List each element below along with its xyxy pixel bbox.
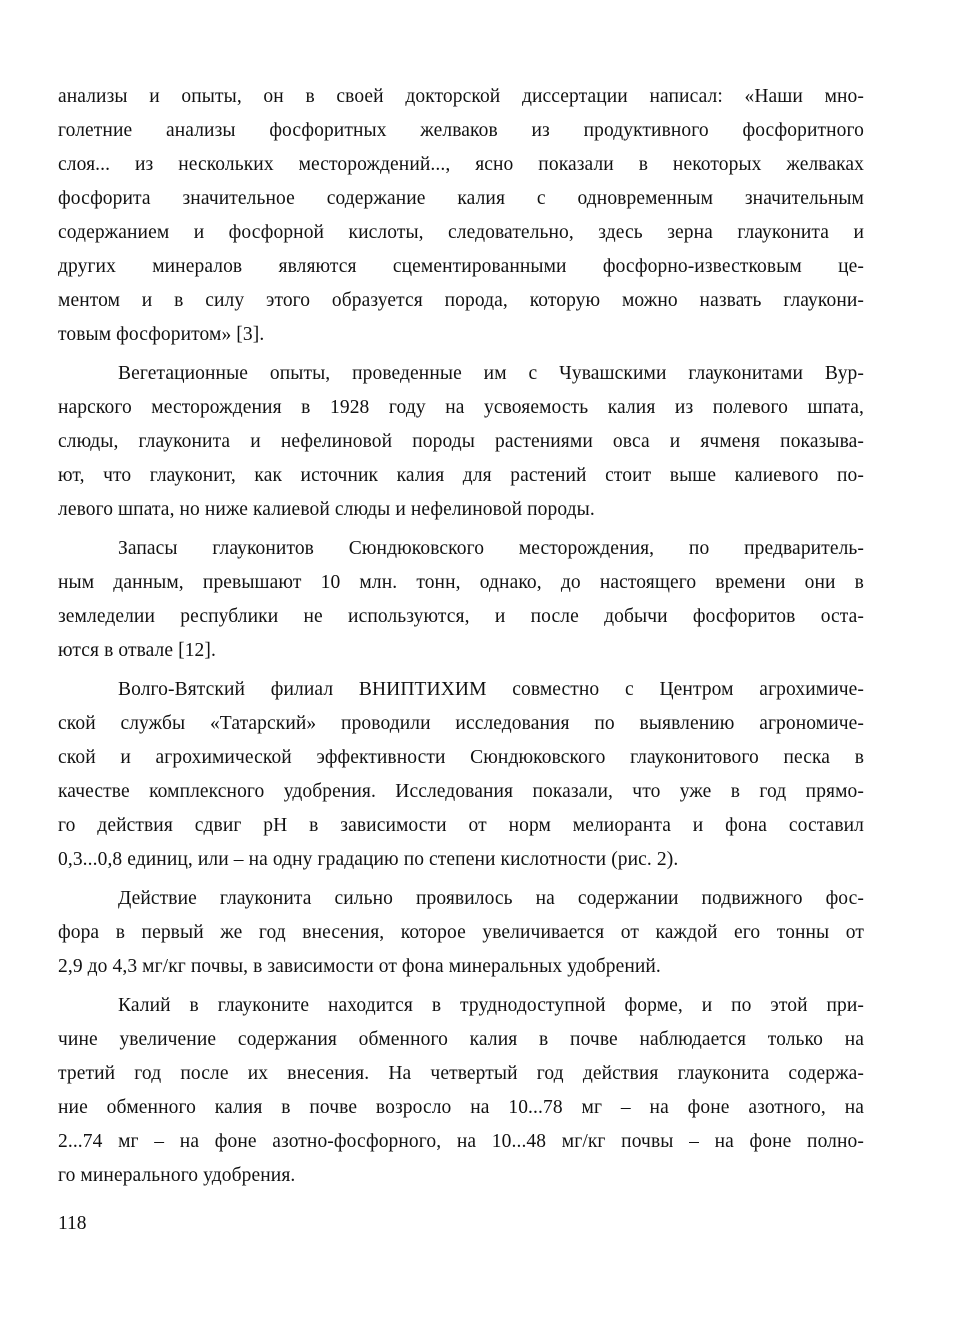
text-line: фосфорита значительное содержание калия с одновременным значительным <box>58 188 864 209</box>
paragraph-5 <box>58 882 864 984</box>
text-line: товым фосфоритом» [3]. <box>58 324 265 345</box>
text-line: Вегетационные опыты, проведенные им с Чувашскими глауконитами Вур- <box>118 363 864 384</box>
page-body <box>58 80 864 1193</box>
text-line: ют, что глауконит, как источник калия для растений стоит выше калиевого по- <box>58 465 864 486</box>
text-line: фора в первый же год внесения, которое увеличивается от каждой его тонны от <box>58 922 864 943</box>
text-line: слюды, глауконита и нефелиновой породы растениями овса и ячменя показыва- <box>58 431 864 452</box>
paragraph-2 <box>58 357 864 527</box>
text-line: содержанием и фосфорной кислоты, следовательно, здесь зерна глауконита и <box>58 222 864 243</box>
text-line: 0,3...0,8 единиц, или – на одну градацию по степени кислотности (рис. 2). <box>58 849 679 870</box>
text-line: ние обменного калия в почве возросло на 10...78 мг – на фоне азотного, на <box>58 1097 864 1118</box>
text-line: ской службы «Татарский» проводили исследования по выявлению агрономиче- <box>58 713 864 734</box>
text-line: ской и агрохимической эффективности Сюндюковского глауконитового песка в <box>58 747 864 768</box>
text-line: 2...74 мг – на фоне азотно-фосфорного, на 10...48 мг/кг почвы – на фоне полно- <box>58 1131 864 1152</box>
paragraph-4 <box>58 673 864 877</box>
text-line: других минералов являются сцементированными фосфорно-известковым це- <box>58 256 864 277</box>
text-line: нарского месторождения в 1928 году на усвояемость калия из полевого шпата, <box>58 397 864 418</box>
text-line: ментом и в силу этого образуется порода, которую можно назвать глаукони- <box>58 290 864 311</box>
text-line: Запасы глауконитов Сюндюковского месторождения, по предваритель- <box>118 538 864 559</box>
text-line: го действия сдвиг pH в зависимости от норм мелиоранта и фона составил <box>58 815 864 836</box>
text-line: го минерального удобрения. <box>58 1165 296 1186</box>
text-line: анализы и опыты, он в своей докторской диссертации написал: «Наши мно- <box>58 86 864 107</box>
paragraph-3 <box>58 532 864 668</box>
text-line: голетние анализы фосфоритных желваков из продуктивного фосфоритного <box>58 120 864 141</box>
text-line: земледелии республики не используются, и после добычи фосфоритов оста- <box>58 606 864 627</box>
text-line: слоя... из нескольких месторождений..., ясно показали в некоторых желваках <box>58 154 864 175</box>
page-number: 118 <box>58 1213 87 1234</box>
text-line: третий год после их внесения. На четвертый год действия глауконита содержа- <box>58 1063 864 1084</box>
text-line: Действие глауконита сильно проявилось на содержании подвижного фос- <box>118 888 864 909</box>
paragraph-1 <box>58 80 864 352</box>
text-line: 2,9 до 4,3 мг/кг почвы, в зависимости от фона минеральных удобрений. <box>58 956 661 977</box>
text-line: ным данным, превышают 10 млн. тонн, однако, до настоящего времени они в <box>58 572 864 593</box>
text-line: Калий в глауконите находится в труднодоступной форме, и по этой при- <box>118 995 864 1016</box>
text-line: чине увеличение содержания обменного калия в почве наблюдается только на <box>58 1029 864 1050</box>
paragraph-6 <box>58 989 864 1193</box>
text-line: качестве комплексного удобрения. Исследования показали, что уже в год прямо- <box>58 781 864 802</box>
text-line: ются в отвале [12]. <box>58 640 216 661</box>
text-line: Волго-Вятский филиал ВНИПТИХИМ совместно с Центром агрохимиче- <box>118 679 864 700</box>
text-line: левого шпата, но ниже калиевой слюды и нефелиновой породы. <box>58 499 595 520</box>
